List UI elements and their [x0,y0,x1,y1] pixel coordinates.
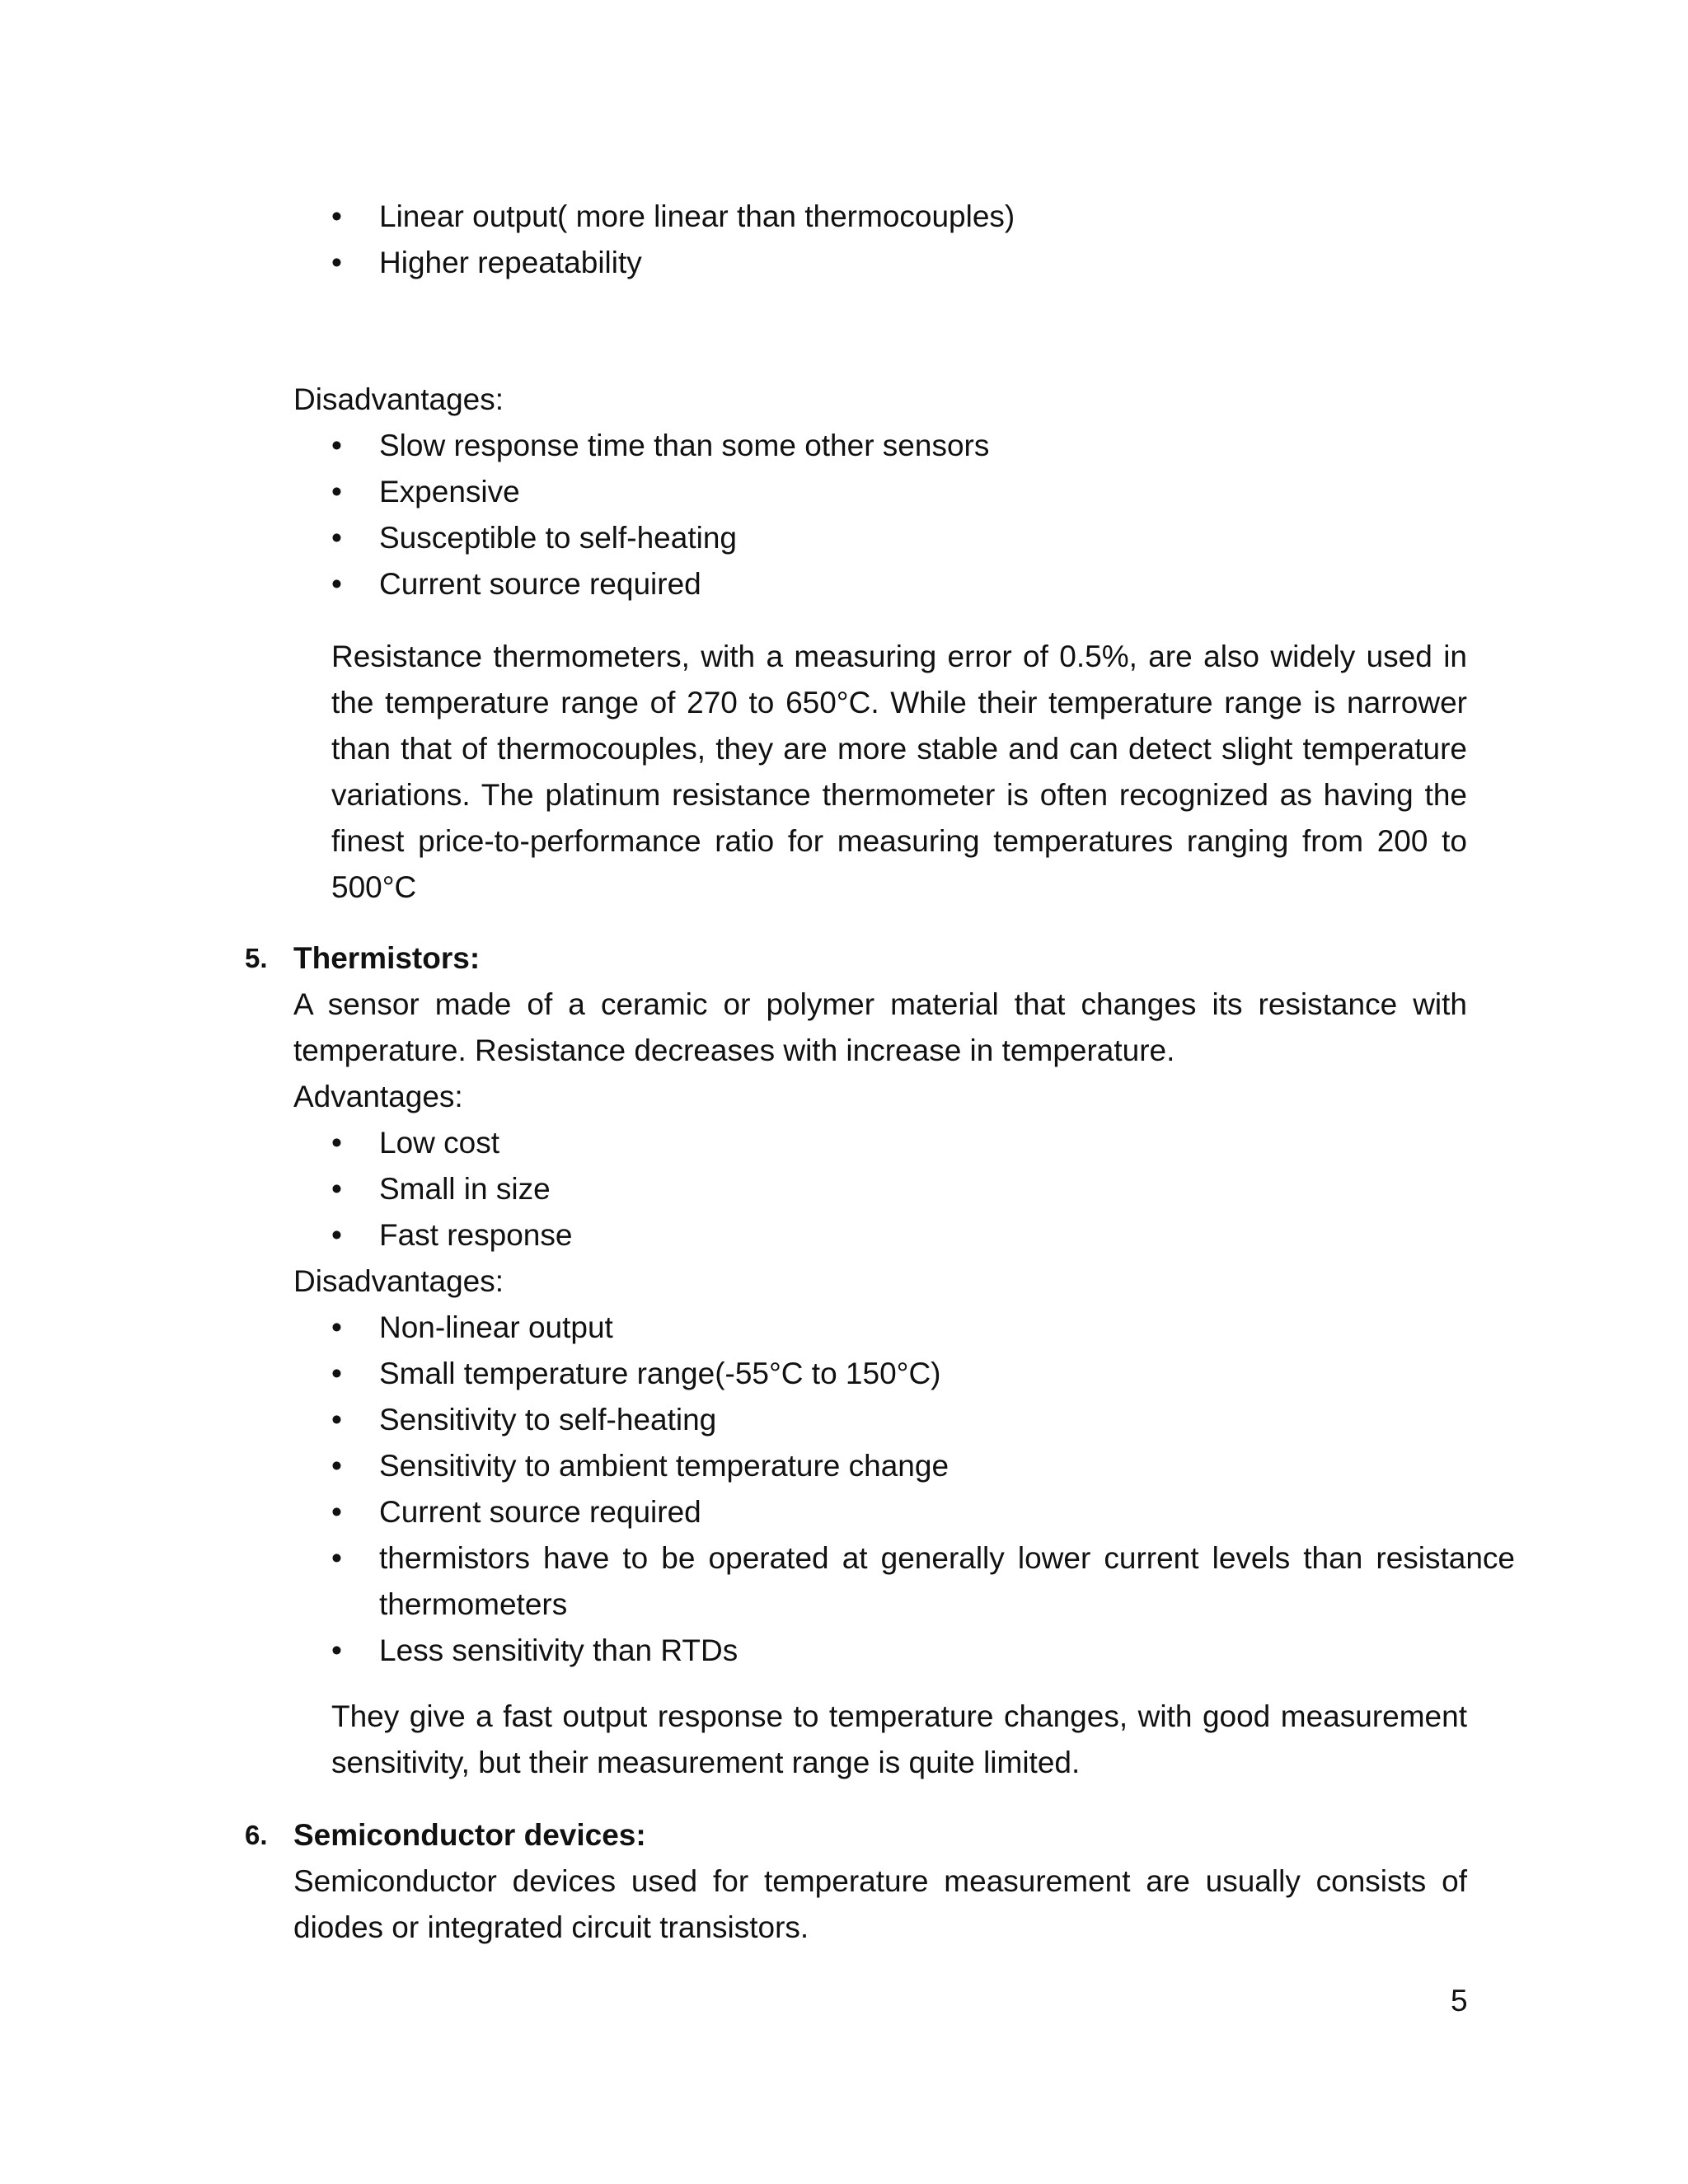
thermistor-description: A sensor made of a ceramic or polymer material that changes its resistance with temperature. Resistance decreases with increase in temperature. [293,987,1467,1067]
list-item-text: Fast response [379,1218,573,1252]
list-item-text: Small in size [379,1172,551,1206]
rtd-summary-paragraph: Resistance thermometers, with a measuring error of 0.5%, are also widely used in the temperature range of 270 to 650°C. While their temperature range is narrower than that of thermocouples, they are more stable and can detect slight temperature variations. The platinum resistance thermometer is often recognized as having the finest price-to-performance ratio for measuring temperatures ranging from 200 to 500°C [331,640,1467,904]
thermistor-closing-paragraph: They give a fast output response to temperature changes, with good measurement sensitivity, but their measurement range is quite limited. [331,1699,1467,1779]
list-item [331,240,1515,286]
list-item-text: Linear output( more linear than thermocouples) [379,199,1015,233]
list-item [331,1212,1515,1258]
bullet-icon: • [331,521,342,555]
list-item-text: Sensitivity to ambient temperature change [379,1449,950,1483]
bullet-icon: • [331,199,342,233]
list-item [331,469,1515,515]
rtd-advantages-continued-list [331,194,1515,286]
list-item [331,1628,1515,1674]
list-item [331,1120,1515,1166]
bullet-icon: • [331,1403,342,1436]
bullet-icon: • [331,1449,342,1483]
list-item [331,1443,1515,1489]
list-item-text: Small temperature range(-55°C to 150°C) [379,1357,941,1390]
page-number: 5 [1451,1984,1468,2018]
bullet-icon: • [331,567,342,601]
thermistor-advantages-list [331,1120,1515,1258]
thermistor-disadvantages-label: Disadvantages: [293,1264,504,1298]
list-item-text: Susceptible to self-heating [379,521,737,555]
rtd-disadvantages-label: Disadvantages: [293,382,504,416]
rtd-disadvantages-list [331,423,1515,607]
bullet-icon: • [331,475,342,509]
list-item-text: Low cost [379,1126,500,1160]
bullet-icon: • [331,1541,342,1575]
list-item-text: Current source required [379,1495,701,1529]
list-item-text: Current source required [379,567,701,601]
bullet-icon: • [331,246,342,279]
list-item-text: Less sensitivity than RTDs [379,1633,738,1667]
list-item [331,194,1515,240]
list-item [331,1305,1515,1351]
section-number: 5. [245,943,268,973]
list-item [331,1166,1515,1212]
list-item [331,1535,1515,1628]
bullet-icon: • [331,1310,342,1344]
list-item-text: thermistors have to be operated at generally lower current levels than resistance thermometers [379,1541,1515,1621]
bullet-icon: • [331,1172,342,1206]
bullet-icon: • [331,1126,342,1160]
list-item [331,515,1515,561]
list-item-text: Higher repeatability [379,246,642,279]
list-item [331,561,1515,607]
section-title: Thermistors: [293,941,481,975]
semiconductor-description: Semiconductor devices used for temperature measurement are usually consists of diodes or integrated circuit transistors. [293,1864,1467,1944]
list-item-text: Slow response time than some other sensors [379,429,990,462]
section-title: Semiconductor devices: [293,1818,646,1852]
list-item [331,1489,1515,1535]
list-item-text: Non-linear output [379,1310,613,1344]
list-item [331,1351,1515,1397]
thermistor-disadvantages-list [331,1305,1515,1674]
bullet-icon: • [331,1495,342,1529]
list-item [331,423,1515,469]
bullet-icon: • [331,1218,342,1252]
section-number: 6. [245,1820,268,1850]
list-item-text: Sensitivity to self-heating [379,1403,717,1436]
list-item-text: Expensive [379,475,520,509]
bullet-icon: • [331,429,342,462]
list-item [331,1397,1515,1443]
thermistor-advantages-label: Advantages: [293,1080,463,1113]
bullet-icon: • [331,1633,342,1667]
bullet-icon: • [331,1357,342,1390]
